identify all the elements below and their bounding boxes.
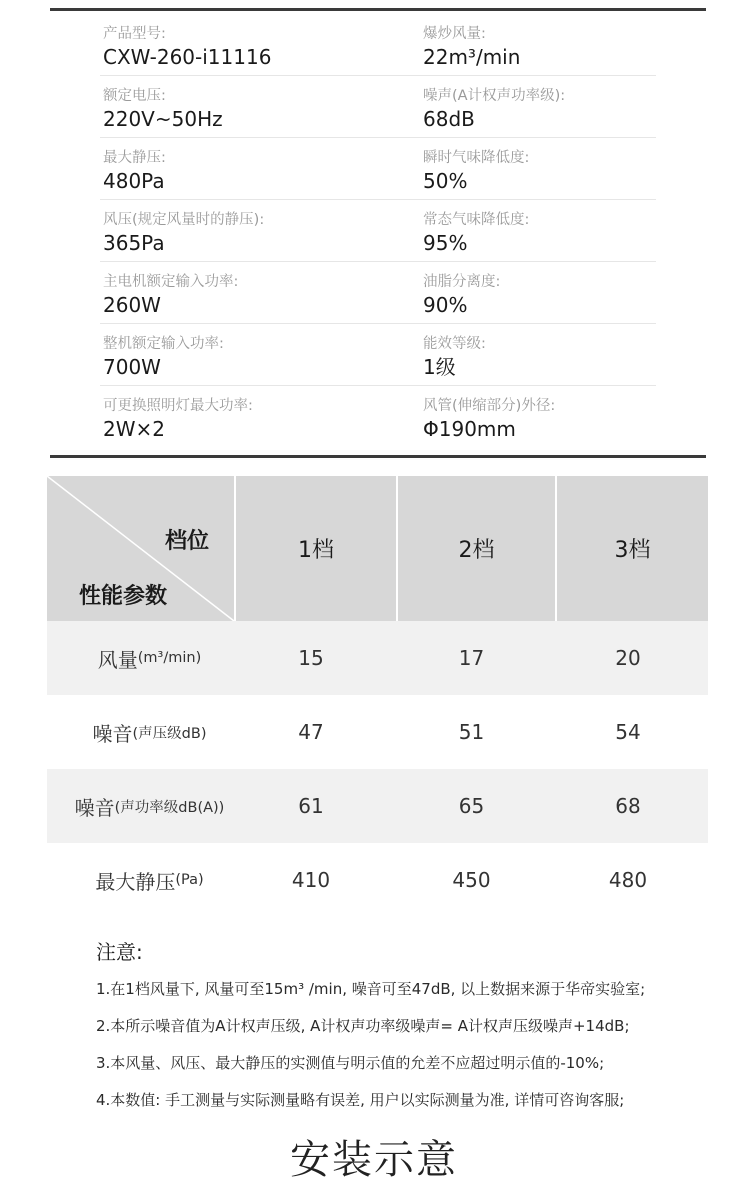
gear-header-3: 3档 — [614, 538, 651, 563]
param-name: 噪音 — [74, 795, 115, 820]
spec-cell — [423, 324, 723, 380]
spec-label: 能效等级: — [423, 336, 486, 352]
spec-row — [50, 262, 706, 324]
param-unit: (声功率级dB(A)) — [114, 799, 225, 816]
spec-cell — [423, 386, 723, 442]
value-cell: 65 — [458, 794, 485, 818]
value-cell: 15 — [298, 646, 324, 670]
spec-value: 260W — [103, 293, 161, 317]
corner-label-params: 性能参数 — [79, 584, 168, 609]
table-row — [47, 843, 708, 917]
param-name: 噪音 — [92, 721, 133, 746]
spec-cell — [103, 138, 403, 194]
spec-list — [50, 14, 706, 448]
note-item: 2.本所示噪音值为A计权声压级, A计权声功率级噪声= A计权声压级噪声+14dB; — [96, 1017, 630, 1035]
spec-label: 整机额定输入功率: — [103, 336, 224, 352]
corner-label-gear: 档位 — [165, 529, 210, 554]
spec-cell — [103, 14, 403, 70]
spec-cell — [423, 76, 723, 132]
value-cell: 61 — [298, 794, 324, 818]
note-item: 3.本风量、风压、最大静压的实测值与明示值的允差不应超过明示值的-10%; — [96, 1054, 605, 1072]
spec-value: 22m³/min — [423, 45, 521, 69]
spec-row — [50, 138, 706, 200]
spec-row — [50, 324, 706, 386]
spec-cell — [103, 76, 403, 132]
table-row — [47, 695, 708, 769]
spec-value: 68dB — [423, 107, 475, 131]
param-name: 最大静压 — [95, 869, 176, 894]
performance-table-header — [47, 476, 708, 621]
spec-value: 2W×2 — [103, 417, 165, 441]
spec-cell — [103, 386, 403, 442]
spec-cell — [423, 14, 723, 70]
spec-label: 额定电压: — [103, 88, 166, 104]
value-cell: 450 — [452, 868, 491, 892]
corner-header-cell — [47, 476, 234, 621]
spec-value: Φ190mm — [423, 417, 516, 441]
param-cell — [47, 769, 252, 843]
spec-row — [50, 14, 706, 76]
spec-cell — [103, 262, 403, 318]
value-cell: 17 — [458, 646, 485, 670]
spec-cell — [423, 262, 723, 318]
spec-label: 爆炒风量: — [423, 26, 486, 42]
top-divider — [50, 8, 706, 11]
value-cell: 54 — [615, 720, 641, 744]
spec-label: 常态气味降低度: — [423, 212, 530, 228]
value-cell: 20 — [615, 646, 641, 670]
spec-value: 95% — [423, 231, 468, 255]
note-item: 4.本数值: 手工测量与实际测量略有误差, 用户以实际测量为准, 详情可咨询客服; — [96, 1091, 625, 1109]
value-cell: 410 — [291, 868, 331, 892]
spec-label: 风压(规定风量时的静压): — [103, 212, 265, 228]
gear-header-1: 1档 — [298, 538, 334, 563]
notes-title: 注意: — [96, 940, 143, 964]
spec-value: 1级 — [423, 355, 456, 379]
param-unit: (Pa) — [175, 872, 204, 888]
spec-row — [50, 76, 706, 138]
spec-label: 最大静压: — [103, 150, 166, 166]
notes-section — [96, 936, 716, 1127]
spec-cell — [423, 138, 723, 194]
section-title: 安装示意 — [290, 1137, 458, 1183]
bottom-divider — [50, 455, 706, 458]
spec-value: 90% — [423, 293, 468, 317]
table-row — [47, 769, 708, 843]
param-cell — [47, 621, 252, 695]
spec-cell — [103, 324, 403, 380]
spec-label: 风管(伸缩部分)外径: — [423, 398, 556, 414]
value-cell: 51 — [458, 720, 485, 744]
performance-table — [47, 476, 708, 917]
spec-value: 365Pa — [103, 231, 165, 255]
value-cell: 480 — [608, 868, 648, 892]
spec-value: CXW-260-i11116 — [103, 45, 272, 69]
value-cell: 47 — [298, 720, 324, 744]
spec-value: 220V~50Hz — [103, 107, 223, 131]
spec-cell — [423, 200, 723, 256]
spec-label: 噪声(A计权声功率级): — [423, 88, 566, 104]
spec-value: 50% — [423, 169, 468, 193]
gear-header-2: 2档 — [458, 538, 495, 563]
param-cell — [47, 843, 252, 917]
spec-label: 油脂分离度: — [423, 274, 501, 290]
note-item: 1.在1档风量下, 风量可至15m³ /min, 噪音可至47dB, 以上数据来源于华帝实验室; — [96, 980, 646, 998]
table-row — [47, 621, 708, 695]
spec-label: 瞬时气味降低度: — [423, 150, 530, 166]
param-name: 风量 — [97, 647, 138, 672]
spec-value: 480Pa — [103, 169, 165, 193]
spec-label: 产品型号: — [103, 26, 166, 42]
param-unit: (声压级dB) — [132, 725, 207, 742]
param-unit: (m³/min) — [137, 650, 202, 666]
spec-label: 可更换照明灯最大功率: — [103, 398, 253, 414]
value-cell: 68 — [615, 794, 641, 818]
spec-row — [50, 386, 706, 448]
param-cell — [47, 695, 252, 769]
spec-cell — [103, 200, 403, 256]
spec-row — [50, 200, 706, 262]
spec-label: 主电机额定输入功率: — [103, 274, 239, 290]
spec-value: 700W — [103, 355, 161, 379]
